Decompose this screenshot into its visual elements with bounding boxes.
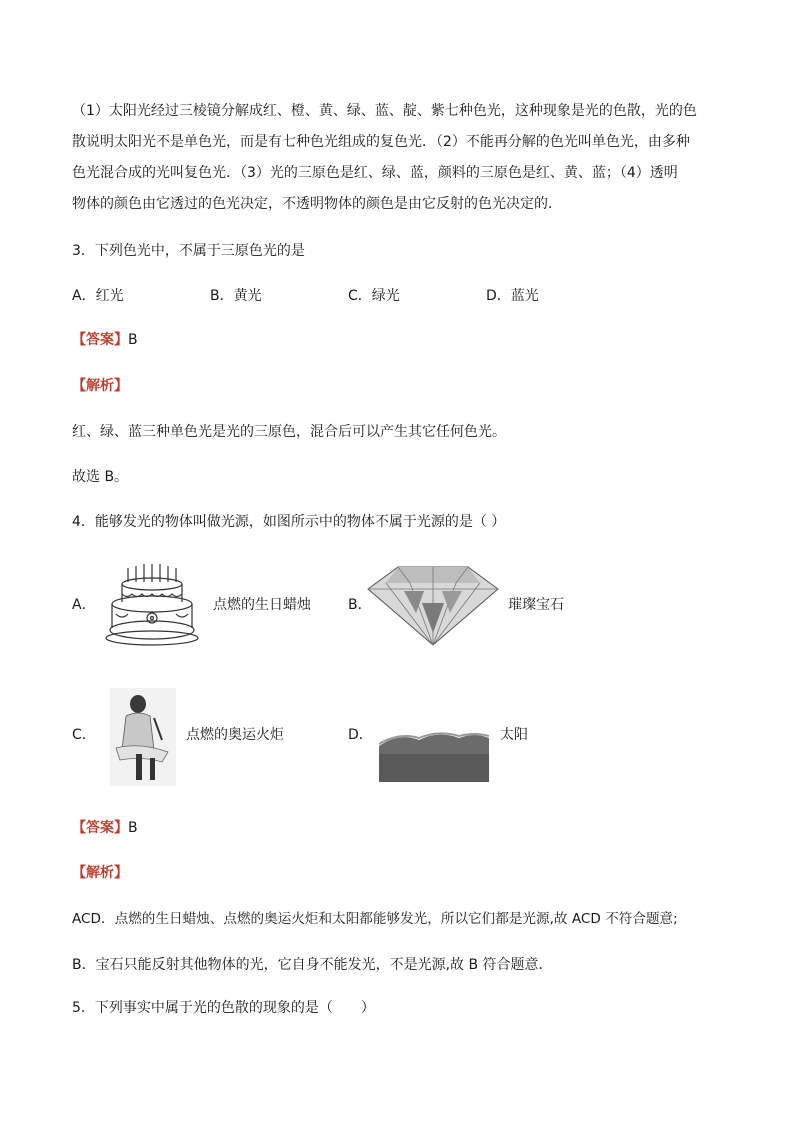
q4-answer xyxy=(72,818,138,838)
q3-analysis-line: 红、绿、蓝三种单色光是光的三原色，混合后可以产生其它任何色光。 xyxy=(72,424,506,440)
torch-bearer-icon xyxy=(110,688,176,786)
intro-line: （1）太阳光经过三棱镜分解成红、橙、黄、绿、蓝、靛、紫七种色光，这种现象是光的色散，光的色 xyxy=(72,103,697,119)
answer-tag: 【答案】 xyxy=(72,332,128,348)
q3-option-c: C．绿光 xyxy=(348,288,400,304)
intro-line: 散说明太阳光不是单色光，而是有七种色光组成的复色光．（2）不能再分解的色光叫单色光，由多种 xyxy=(72,134,690,150)
q5-stem: 5．下列事实中属于光的色散的现象的是（ ） xyxy=(72,1000,375,1016)
q4-analysis-line: B．宝石只能反射其他物体的光，它自身不能发光，不是光源,故 B 符合题意． xyxy=(72,957,553,973)
birthday-cake-icon xyxy=(104,560,200,646)
q4-option-a-letter: A． xyxy=(72,597,96,613)
intro-line: 色光混合成的光叫复色光．（3）光的三原色是红、绿、蓝，颜料的三原色是红、黄、蓝；（4）透明 xyxy=(72,165,678,181)
analysis-tag: 【解析】 xyxy=(72,865,128,881)
q4-option-c-caption: 点燃的奥运火炬 xyxy=(186,727,284,743)
q4-analysis-tag xyxy=(72,863,128,883)
q4-stem: 4．能够发光的物体叫做光源，如图所示中的物体不属于光源的是（ ） xyxy=(72,514,506,530)
sun-landscape-icon xyxy=(379,696,489,782)
intro-paragraph xyxy=(72,96,732,220)
q3-option-b: B．黄光 xyxy=(210,288,262,304)
q4-analysis-line: ACD．点燃的生日蜡烛、点燃的奥运火炬和太阳都能够发光，所以它们都是光源,故 ACD 不符合题意; xyxy=(72,911,678,927)
q3-stem: 3．下列色光中，不属于三原色光的是 xyxy=(72,243,305,259)
answer-value: B xyxy=(128,820,138,836)
q4-option-b-letter: B． xyxy=(348,597,372,613)
q3-analysis-tag xyxy=(72,376,128,396)
answer-value: B xyxy=(128,332,138,348)
intro-line: 物体的颜色由它透过的色光决定，不透明物体的颜色是由它反射的色光决定的． xyxy=(72,196,562,212)
q4-option-b-caption: 璀璨宝石 xyxy=(508,597,564,613)
q3-analysis-line: 故选 B。 xyxy=(72,469,129,485)
diamond-icon xyxy=(364,563,502,647)
q4-option-c-letter: C． xyxy=(72,727,96,743)
q4-option-d-letter: D． xyxy=(348,727,373,743)
q3-option-a: A．红光 xyxy=(72,288,124,304)
analysis-tag: 【解析】 xyxy=(72,378,128,394)
q3-answer xyxy=(72,330,138,350)
q4-option-a-caption: 点燃的生日蜡烛 xyxy=(213,597,311,613)
q4-option-d-caption: 太阳 xyxy=(500,727,528,743)
answer-tag: 【答案】 xyxy=(72,820,128,836)
q3-option-d: D．蓝光 xyxy=(486,288,539,304)
